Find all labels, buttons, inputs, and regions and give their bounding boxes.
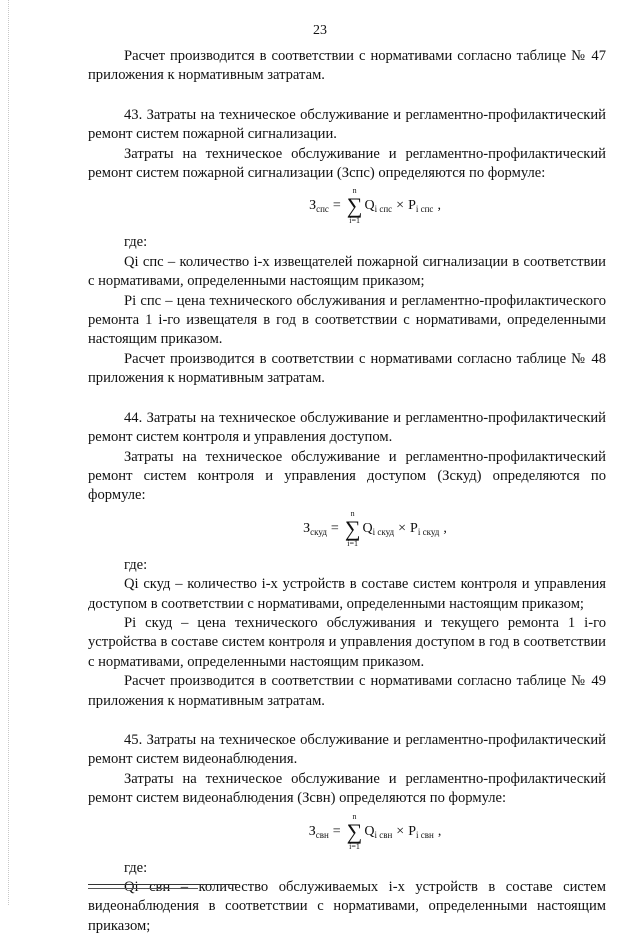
formula-lhs-sub: спс	[316, 204, 329, 215]
sum-symbol: n ∑ i=1	[346, 186, 363, 226]
section-45-heading: 45. Затраты на техническое обслуживание и регламентно-профилактический ремонт систем видеонаблюдения.	[88, 731, 606, 768]
page-content	[88, 47, 606, 936]
section-45-intro: Затраты на техническое обслуживание и регламентно-профилактический ремонт систем видеонаблюдения (Зсвн) определяются по формуле:	[88, 770, 606, 807]
section-43-intro: Затраты на техническое обслуживание и регламентно-профилактический ремонт систем пожарной сигнализации (Зспс) определяются по формуле:	[88, 145, 606, 182]
scan-margin-dots	[8, 0, 9, 905]
section-45-where: где:	[124, 859, 148, 876]
section-45-def-q: Qi свн – количество обслуживаемых i-х устройств в составе систем видеонаблюдения в соответствии с нормативами, определенными настоящим приказом;	[88, 879, 606, 934]
section-44-heading: 44. Затраты на техническое обслуживание и регламентно-профилактический ремонт систем контроля и управления доступом.	[88, 409, 606, 446]
section-44-def-q: Qi скуд – количество i-х устройств в составе систем контроля и управления доступом в соответствии с нормативами, определенными настоящим приказом;	[88, 576, 606, 612]
section-43-heading: 43. Затраты на техническое обслуживание и регламентно-профилактический ремонт систем пожарной сигнализации.	[88, 106, 606, 143]
page-number: 23	[313, 23, 327, 38]
paragraph-calc-table-47: Расчет производится в соответствии с нормативами согласно таблице № 47 приложения к нормативным затратам.	[88, 48, 606, 84]
section-44-formula: З скуд = n ∑ i=1 Q i скуд × P i скуд ,	[303, 508, 447, 548]
footnote-separator	[88, 884, 238, 885]
sum-symbol: n ∑ i=1	[344, 508, 361, 548]
sum-symbol: n ∑ i=1	[346, 811, 363, 851]
section-44-def-p: Pi скуд – цена технического обслуживания и текущего ремонта 1 i-го устройства в составе систем контроля и управления доступом в год в соответствии с нормативами, определенными настоящим приказом.	[88, 614, 606, 670]
footnote-separator-secondary	[88, 888, 198, 889]
section-44-where: где:	[124, 556, 148, 573]
section-43-def-q: Qi спс – количество i-х извещателей пожарной сигнализации в соответствии с нормативами, определенными настоящим приказом;	[88, 253, 606, 290]
section-43-def-p: Pi спс – цена технического обслуживания и регламентно-профилактического ремонта 1 i-го извещателя в год в соответствии с нормативами, определенными настоящим приказом.	[88, 292, 606, 348]
section-44-calc: Расчет производится в соответствии с нормативами согласно таблице № 49 приложения к нормативным затратам.	[88, 673, 606, 709]
section-44-intro: Затраты на техническое обслуживание и регламентно-профилактический ремонт систем контроля и управления доступом (Зскуд) определяются по формуле:	[88, 448, 606, 504]
section-43-formula: З спс = n ∑ i=1 Q i спс × P i спс ,	[88, 185, 606, 227]
section-43-calc: Расчет производится в соответствии с нормативами согласно таблице № 48 приложения к нормативным затратам.	[88, 350, 606, 387]
section-43-where: где:	[124, 234, 148, 251]
section-45-formula: З свн = n ∑ i=1 Q i свн × P i свн ,	[308, 811, 442, 851]
formula-lhs: З	[309, 198, 317, 214]
